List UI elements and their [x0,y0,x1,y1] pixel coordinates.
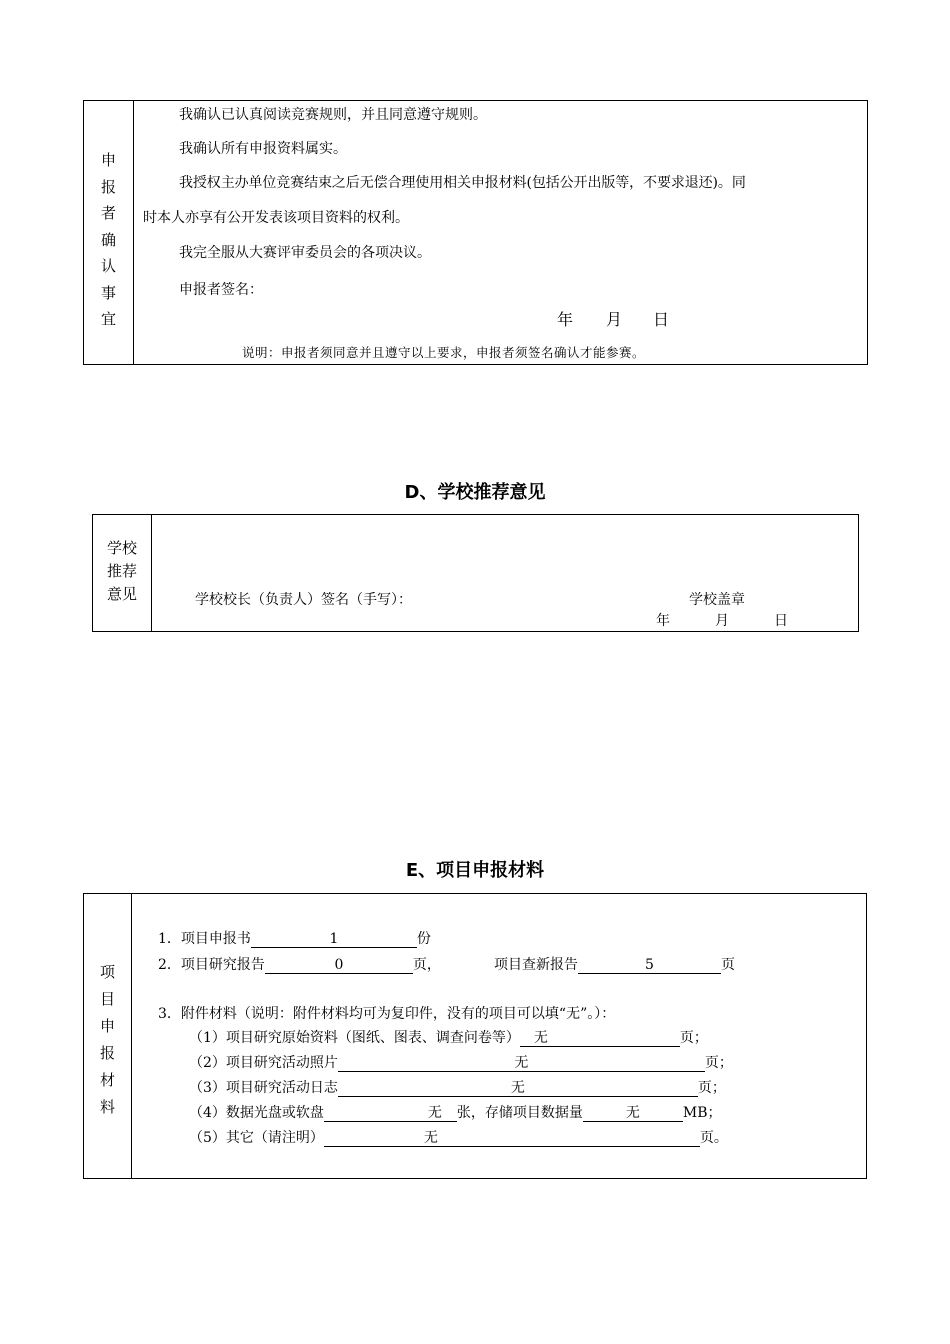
confirm-line-1: 我确认已认真阅读竞赛规则，并且同意遵守规则。 [179,107,487,123]
date-day: 日 [774,613,788,629]
item-novelty-report [494,954,735,974]
item-label: 存储项目数据量 [484,1105,583,1121]
item-label: （4）数据光盘或软盘 [189,1105,324,1121]
label-line: 推荐 [106,562,137,580]
section-e-title: E、项目申报材料 [405,860,545,881]
section-d-title: D、学校推荐意见 [404,482,546,503]
label-char: 报 [99,1044,115,1062]
item-label: 2．项目研究报告 [158,957,265,973]
item-unit: 张， [456,1105,485,1121]
confirmation-note: 说明：申报者须同意并且遵守以上要求，申报者须签名确认才能参赛。 [242,345,646,360]
label-char: 认 [100,257,116,275]
label-char: 申 [100,151,116,169]
item-label: 项目查新报告 [494,957,578,973]
school-stamp-label: 学校盖章 [689,592,745,608]
principal-signature-label: 学校校长（负责人）签名（手写）： [195,592,412,608]
item-label: （1）项目研究原始资料（图纸、图表、调查问卷等） [189,1030,520,1046]
sub-item-data-disc [189,1102,722,1122]
item-unit: MB； [682,1105,722,1121]
photos-pages: 无 [338,1056,705,1072]
novelty-report-pages: 5 [578,958,721,974]
item-label: （2）项目研究活动照片 [189,1055,338,1071]
activity-log-pages: 无 [338,1081,698,1097]
confirmation-label [84,147,133,333]
sub-item-raw-data [189,1027,708,1047]
recommendation-table [92,514,859,632]
item-unit: 份 [416,931,431,947]
recommendation-label [93,537,151,606]
date-year: 年 [557,310,574,329]
label-line: 学校 [106,539,137,557]
confirmation-divider [133,101,134,364]
item-application-form [158,928,431,948]
label-char: 料 [99,1098,115,1116]
item-research-report [158,954,441,974]
label-char: 申 [99,1017,115,1035]
label-char: 材 [99,1071,115,1089]
item-unit: 页 [721,957,735,973]
label-char: 项 [99,963,115,981]
item-label: （5）其它（请注明） [189,1130,324,1146]
item-unit: 页； [679,1030,708,1046]
confirm-line-2: 我确认所有申报资料属实。 [179,141,347,157]
materials-divider [131,894,132,1178]
applicant-signature-label: 申报者签名： [179,282,263,298]
item-unit: 页。 [699,1130,728,1146]
item-label: 1．项目申报书 [158,931,251,947]
label-char: 事 [100,283,116,302]
label-char: 报 [100,177,116,196]
date-month: 月 [606,310,623,329]
label-char: 目 [99,990,115,1008]
item-label: （3）项目研究活动日志 [189,1080,338,1096]
raw-data-pages: 无 [520,1031,680,1047]
sub-item-photos [189,1052,733,1072]
recommendation-divider [151,515,152,631]
research-report-pages: 0 [265,958,413,974]
item-unit: 页； [704,1055,733,1071]
confirm-line-3: 我授权主办单位竞赛结束之后无偿合理使用相关申报材料(包括公开出版等，不要求退还)。同 [179,175,746,191]
application-form-count: 1 [251,932,417,948]
label-char: 宜 [100,310,116,328]
date-year: 年 [656,613,670,629]
item-unit: 页； [697,1080,726,1096]
label-line: 意见 [106,585,137,603]
confirm-line-5: 我完全服从大赛评审委员会的各项决议。 [179,245,431,261]
data-volume: 无 [583,1106,683,1122]
label-char: 者 [100,204,116,222]
confirm-line-4: 时本人亦享有公开发表该项目资料的权利。 [143,210,409,226]
label-char: 确 [100,230,116,249]
item-unit: 页， [412,957,441,973]
item-attachments-heading: 3．附件材料（说明：附件材料均可为复印件，没有的项目可以填“无”。）： [158,1006,616,1022]
date-month: 月 [715,613,729,629]
materials-label [84,959,131,1121]
other-pages: 无 [324,1131,700,1147]
sub-item-activity-log [189,1077,726,1097]
data-disc-count: 无 [324,1106,457,1122]
date-day: 日 [653,310,670,329]
sub-item-other [189,1127,728,1147]
